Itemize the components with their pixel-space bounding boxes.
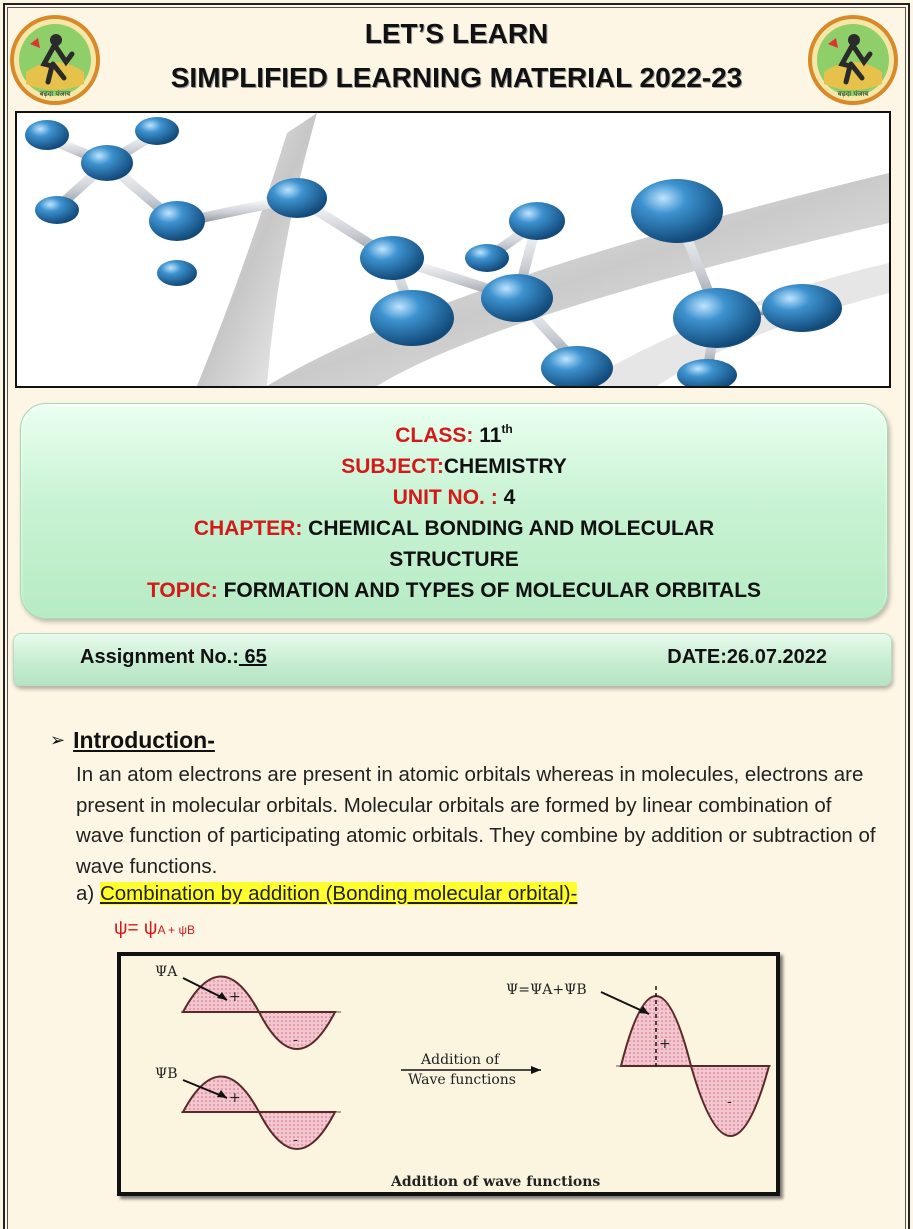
subsection-a <box>76 882 577 906</box>
chapter-value-line2: STRUCTURE <box>389 548 519 571</box>
assignment-date: DATE:26.07.2022 <box>667 646 827 668</box>
introduction-paragraph: In an atom electrons are present in atomic orbitals whereas in molecules, electrons are present in molecular orbitals. Molecular orbitals are formed by linear combination of wave function of participating atomic orbitals. They combine by addition or subtraction of wave functions. <box>76 763 876 878</box>
assignment-number-line <box>80 646 267 669</box>
assignment-bar <box>13 633 892 686</box>
introduction-title: Introduction- <box>73 727 215 753</box>
arrow-text-line1: Addition of <box>421 1052 500 1068</box>
formula-psi: ψ= ψ <box>114 918 158 939</box>
bullet-arrow-icon: ➢ <box>50 730 66 750</box>
chapter-line2 <box>21 544 887 575</box>
wave-addition-diagram <box>117 952 780 1196</box>
formula-sub-b: B <box>187 923 196 937</box>
assignment-label: Assignment No.: <box>80 646 239 668</box>
topic-line <box>21 575 887 606</box>
topic-label: TOPIC: <box>146 579 218 602</box>
class-info-panel <box>20 403 888 619</box>
chapter-line <box>21 513 887 544</box>
chapter-value-line1: CHEMICAL BONDING AND MOLECULAR <box>308 517 715 540</box>
wave-b-minus: - <box>293 1132 298 1148</box>
psi-b-label: ΨB <box>155 1066 178 1082</box>
diagram-caption: Addition of wave functions <box>391 1174 601 1190</box>
page-title-line1: LET’S LEARN <box>364 18 549 49</box>
logo-caption: बढ़दा पंजाब <box>39 90 71 98</box>
molecule-banner-image <box>15 111 891 388</box>
formula-plus: + ψ <box>164 923 188 937</box>
class-line <box>21 420 887 451</box>
subsection-a-title: Combination by addition (Bonding molecular orbital)- <box>99 882 578 905</box>
wave-b-plus: + <box>229 1090 241 1106</box>
assignment-number: 65 <box>238 646 267 668</box>
class-label: CLASS: <box>395 424 474 447</box>
topic-value: FORMATION AND TYPES OF MOLECULAR ORBITALS <box>223 579 762 602</box>
psi-sum-label: Ψ=ΨA+ΨB <box>506 982 587 998</box>
wave-a-plus: + <box>229 989 241 1005</box>
introduction-heading <box>50 727 215 754</box>
wave-a-minus: - <box>293 1032 298 1048</box>
logo-caption: बढ़दा पंजाब <box>837 90 869 98</box>
class-value: 11 <box>479 424 502 447</box>
sum-plus: + <box>659 1036 671 1052</box>
subject-value: CHEMISTRY <box>443 455 567 478</box>
formula-sub-a: A <box>157 923 165 937</box>
chapter-label: CHAPTER: <box>193 517 303 540</box>
subsection-a-prefix: a) <box>76 882 100 905</box>
unit-line <box>21 482 887 513</box>
subject-label: SUBJECT: <box>341 455 444 478</box>
sum-minus: - <box>727 1094 732 1110</box>
subject-line <box>21 451 887 482</box>
unit-value: 4 <box>503 486 516 509</box>
class-sup: th <box>501 422 513 436</box>
psi-a-label: ΨA <box>155 964 178 980</box>
unit-label: UNIT NO. : <box>392 486 498 509</box>
bonding-formula <box>114 918 195 940</box>
page-title-line2: SIMPLIFIED LEARNING MATERIAL 2022-23 <box>170 62 743 93</box>
arrow-text-line2: Wave functions <box>408 1072 516 1088</box>
